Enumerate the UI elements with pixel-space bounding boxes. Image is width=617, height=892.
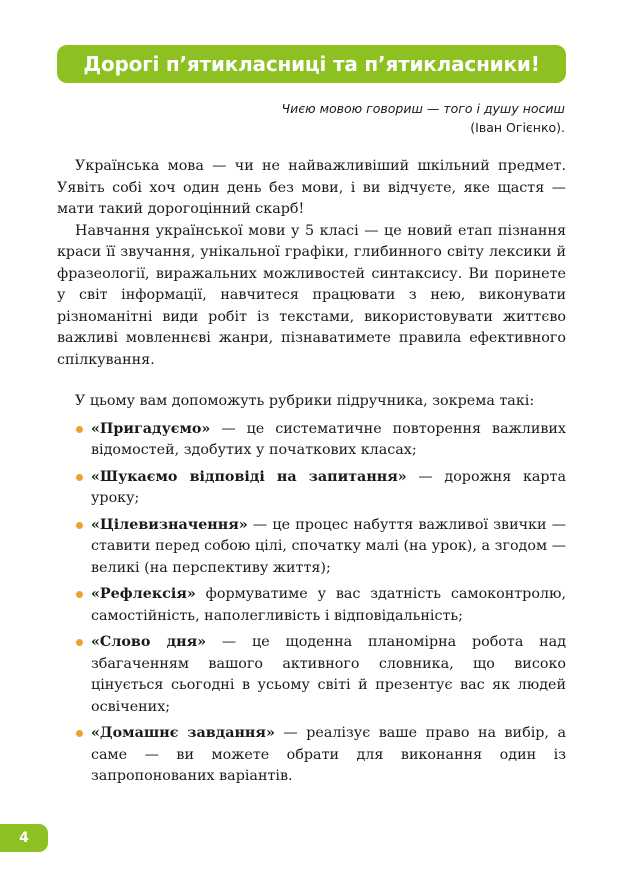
list-item	[57, 723, 566, 788]
rubric-term: «Пригадуємо»	[91, 420, 211, 437]
rubric-text: — це систематичне повторення важливих відомостей, здобутих у початкових класах;	[91, 420, 566, 458]
paragraph: Українська мова — чи не найважливіший шкільний предмет. Уявіть собі хоч один день без мови, і ви відчуєте, яке щастя — мати такий дорогоцінний скарб!	[57, 158, 566, 217]
bullet-icon	[76, 522, 83, 529]
bullet-icon	[76, 474, 83, 481]
rubric-text: — це процес набуття важливої звички — ставити перед собою цілі, спочатку малі (на урок), а згодом — великі (на перспективу життя);	[91, 516, 566, 576]
rubric-text: — це щоденна планомірна робота над збагаченням вашого активного словника, що високо цінується сьогодні в усьому світі й презентує вас як людей освічених;	[91, 634, 566, 715]
list-item	[57, 419, 566, 462]
epigraph-quote: Чиєю мовою говориш — того і душу носиш	[281, 101, 565, 116]
bullet-icon	[76, 426, 83, 433]
rubric-text: — дорожня карта уроку;	[91, 468, 566, 506]
rubric-text: формуватиме у вас здатність самоконтролю, самостійність, наполегливість і відповідальність;	[91, 586, 566, 624]
page-number-badge	[0, 824, 48, 852]
paragraph: Навчання української мови у 5 класі — це новий етап пізнання краси її звучання, унікальної графіки, глибинного світу лексики й фразеології, виражальних можливостей синтаксису. Ви поринете у світ інформації, навчитеся працювати з нею, виконувати різноманітні види робіт із текстами, використовувати життєво важливі мовленнєві жанри, пізнаватимете правила ефективного спілкування.	[57, 222, 566, 368]
page-title: Дорогі п’ятикласниці та п’ятикласники!	[83, 52, 540, 76]
epigraph	[145, 99, 565, 137]
rubric-term: «Домашнє завдання»	[91, 725, 275, 741]
rubric-term: «Рефлексія»	[91, 586, 196, 602]
rubrics-list	[57, 419, 566, 788]
bullet-icon	[76, 639, 83, 646]
rubric-term: «Цілевизначення»	[91, 516, 248, 533]
rubric-text: — реалізує ваше право на вибір, а саме — ви можете обрати для виконання один із запропонованих варіантів.	[91, 725, 566, 784]
epigraph-author: (Іван Огієнко).	[470, 120, 565, 135]
list-item	[57, 467, 566, 510]
list-item	[57, 632, 566, 718]
main-text	[57, 156, 566, 793]
page-number: 4	[19, 830, 29, 846]
rubric-term: «Слово дня»	[91, 634, 207, 650]
list-item	[57, 584, 566, 627]
rubric-term: «Шукаємо відповіді на запитання»	[91, 468, 407, 485]
bullet-icon	[76, 591, 83, 598]
paragraph: У цьому вам допоможуть рубрики підручника, зокрема такі:	[75, 393, 535, 409]
bullet-icon	[76, 730, 83, 737]
list-item	[57, 515, 566, 580]
page-title-banner	[57, 45, 566, 83]
